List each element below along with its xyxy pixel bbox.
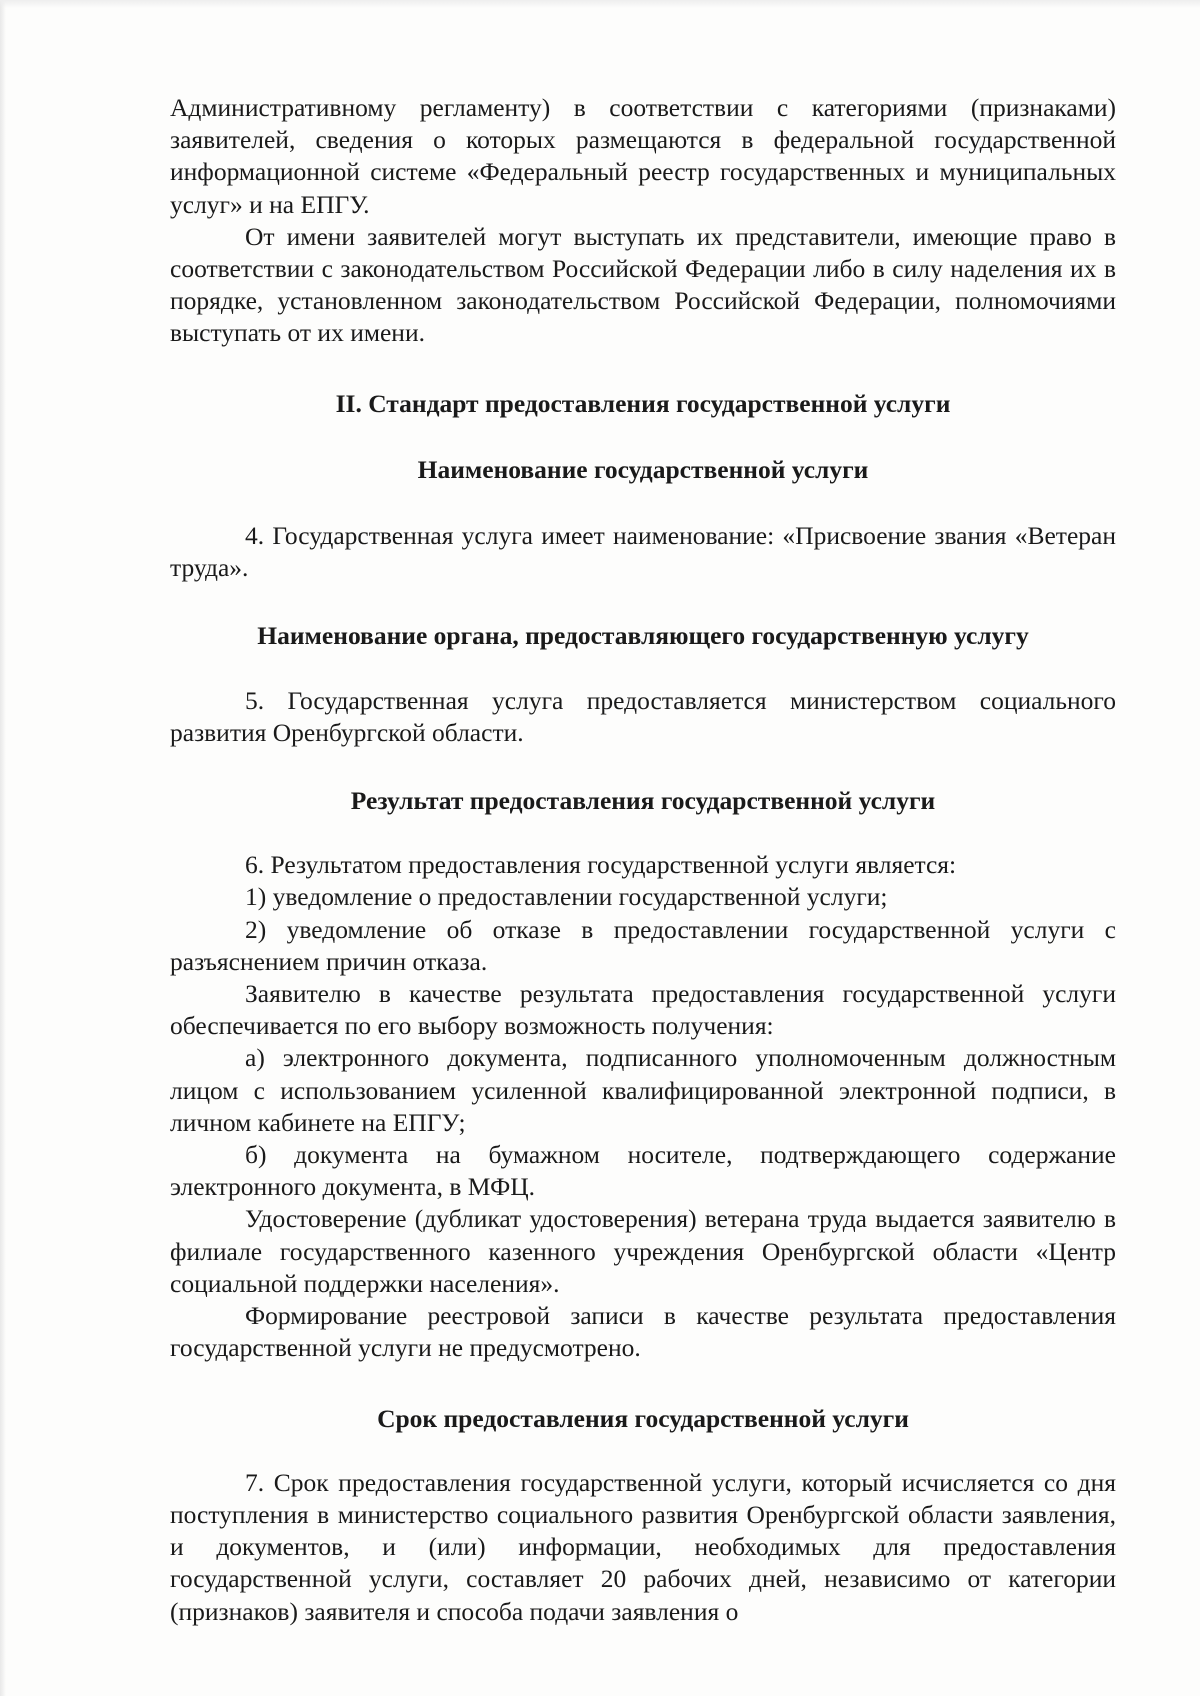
intro-paragraph-1: Административному регламенту) в соответствии с категориями (признаками) заявителей, сведения о которых размещаются в федеральной государственной информационной системе «Федеральный реестр государственных и муниципальных услуг» и на ЕПГУ. bbox=[170, 93, 1116, 219]
subsection-heading-result: Результат предоставления государственной услуги bbox=[350, 786, 936, 816]
paragraph-4: 4. Государственная услуга имеет наименование: «Присвоение звания «Ветеран труда». bbox=[170, 521, 1116, 583]
result-choice-b: б) документа на бумажном носителе, подтверждающего содержание электронного документа, в МФЦ. bbox=[170, 1140, 1116, 1202]
section-title: II. Стандарт предоставления государственной услуги bbox=[335, 388, 951, 418]
result-choice-intro: Заявителю в качестве результата предоставления государственной услуги обеспечивается по его выбору возможность получения: bbox=[170, 979, 1116, 1041]
document-body bbox=[170, 92, 1116, 1628]
subsection-heading-name: Наименование государственной услуги bbox=[417, 454, 869, 484]
paragraph-7: 7. Срок предоставления государственной услуги, который исчисляется со дня поступления в министерство социального развития Оренбургской области заявления, и документов, и (или) информации, необходимых для предоставления государственной услуги, составляет 20 рабочих дней, независимо от категории (признаков) заявителя и способа подачи заявления о bbox=[170, 1467, 1116, 1626]
result-item-2: 2) уведомление об отказе в предоставлении государственной услуги с разъяснением причин отказа. bbox=[170, 914, 1116, 976]
certificate-paragraph: Удостоверение (дубликат удостоверения) ветерана труда выдается заявителю в филиале государственного казенного учреждения Оренбургской области «Центр социальной поддержки населения». bbox=[170, 1204, 1116, 1298]
paragraph-5: 5. Государственная услуга предоставляется министерством социального развития Оренбургской области. bbox=[170, 685, 1116, 747]
subsection-heading-term: Срок предоставления государственной услуги bbox=[377, 1403, 909, 1433]
subsection-heading-authority: Наименование органа, предоставляющего государственную услугу bbox=[257, 621, 1029, 651]
intro-paragraph-2: От имени заявителей могут выступать их представители, имеющие право в соответствии с законодательством Российской Федерации либо в силу наделения их в порядке, установленном законодательством Российской Федерации, полномочиями выступать от их имени. bbox=[170, 221, 1116, 348]
scan-edge-left bbox=[0, 0, 6, 1696]
registry-record-paragraph: Формирование реестровой записи в качестве результата предоставления государственной услуги не предусмотрено. bbox=[170, 1301, 1116, 1363]
paragraph-6: 6. Результатом предоставления государственной услуги является: bbox=[245, 850, 957, 880]
result-choice-a: а) электронного документа, подписанного уполномоченным должностным лицом с использованием усиленной квалифицированной электронной подписи, в личном кабинете на ЕПГУ; bbox=[170, 1043, 1116, 1137]
scan-edge-top bbox=[0, 0, 1200, 8]
result-item-1: 1) уведомление о предоставлении государственной услуги; bbox=[245, 882, 888, 912]
